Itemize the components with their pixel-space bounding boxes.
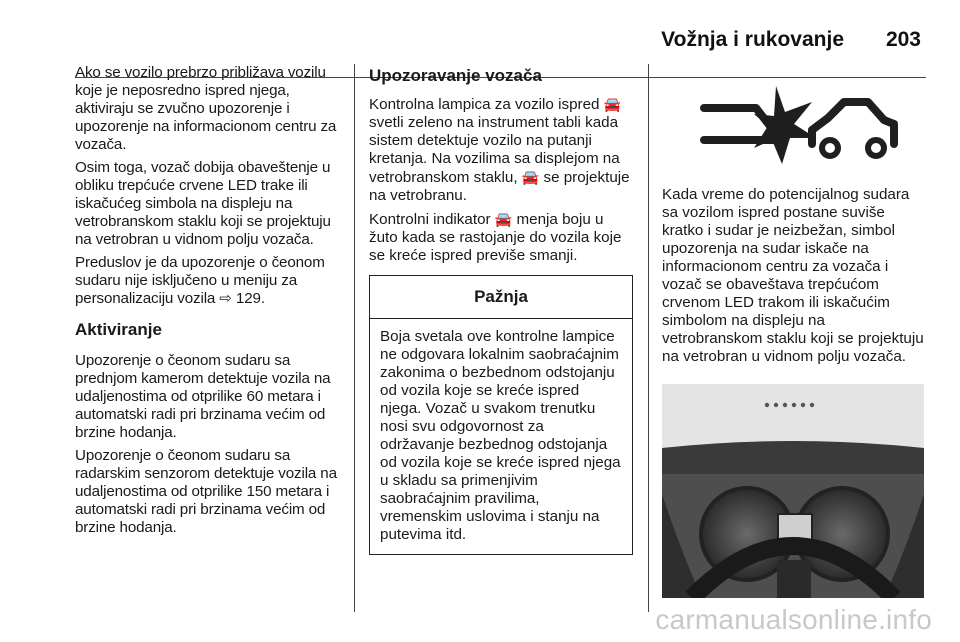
column-1 bbox=[75, 64, 347, 542]
text-run: svetli zeleno na instrument tabli kada sistem detektuje vozilo na putanji kretanja. Na vozilima sa displejom na vetrobranskom staklu, bbox=[369, 114, 620, 186]
paragraph: Upozorenje o čeonom sudaru sa prednjom kamerom detektuje vozila na udaljenostima od otprilike 60 metara i automatski radi pri brzinama većim od brzine hodanja. bbox=[75, 352, 331, 441]
paragraph: Osim toga, vozač dobija obaveštenje u obliku trepćuće crvene LED trake ili iskačućeg simbola na displeju na vetrobranskom staklu koji se projektuju na vetrobran u vidnom polju vozača. bbox=[75, 159, 331, 248]
column-2 bbox=[369, 64, 633, 555]
caution-box bbox=[369, 275, 633, 555]
dashboard-photo bbox=[662, 384, 924, 598]
paragraph: Kada vreme do potencijalnog sudara sa vozilom ispred postane suviše kratko i sudar je neizbežan, simbol upozorenja na sudar iskače na informacionom centru za vozača i vozač se obaveštava trepćućom crvenom LED trakom ili iskačućim simbolom na displeju na vetrobranskom staklu koji se projektuju na vetrobran u vidnom polju vozača. bbox=[662, 186, 924, 365]
text-run: menja boju u žuto kada se rastojanje do vozila koje se kreće ispred previše smanji. bbox=[369, 211, 622, 264]
car-ahead-icon: 🚘 bbox=[494, 211, 513, 227]
paragraph bbox=[369, 95, 633, 205]
car-ahead-icon: 🚘 bbox=[603, 96, 622, 112]
column-3 bbox=[662, 64, 926, 598]
column-divider bbox=[648, 64, 649, 612]
heading-driver-warning: Upozoravanje vozača bbox=[369, 66, 542, 85]
text-run: Kontrolna lampica za vozilo ispred bbox=[369, 96, 600, 113]
column-divider bbox=[354, 64, 355, 612]
text-run: Kontrolni indikator bbox=[369, 211, 491, 228]
heading-aktiviranje: Aktiviranje bbox=[75, 320, 162, 339]
page-header bbox=[0, 24, 960, 54]
paragraph: Preduslov je da upozorenje o čeonom sudaru nije isključeno u meniju za personalizaciju vozila ⇨ 129. bbox=[75, 254, 325, 307]
paragraph: Upozorenje o čeonom sudaru sa radarskim senzorom detektuje vozila na udaljenostima od otprilike 150 metara i automatski radi pri brzinama većim od brzine hodanja. bbox=[75, 447, 337, 536]
page-number: 203 bbox=[885, 28, 921, 51]
paragraph: Ako se vozilo prebrzo približava vozilu koje je neposredno ispred njega, aktiviraju se zvučno upozorenje i upozorenje na informacionom centru za vozača. bbox=[75, 64, 337, 153]
watermark: carmanualsonline.info bbox=[655, 604, 932, 635]
car-ahead-icon: 🚘 bbox=[521, 169, 540, 185]
text-run: se projektuje na vetrobranu. bbox=[369, 169, 630, 204]
paragraph bbox=[369, 210, 633, 265]
section-title: Vožnja i rukovanje bbox=[661, 28, 844, 51]
caution-title: Pažnja bbox=[370, 276, 632, 319]
caution-text: Boja svetala ove kontrolne lampice ne odgovara lokalnim saobraćajnim zakonima o bezbednom odstojanju od vozila koje se kreće ispred njega. Vozač u svakom trenutku nosi svu odgovornost za održavanje bezbednog odstojanja od vozila koje se kreće ispred njega u skladu sa primenjivim saobraćajnim pravilima, vremenskim uslovima i stanju na putevima itd. bbox=[380, 328, 621, 543]
collision-warning-icon bbox=[662, 68, 902, 178]
